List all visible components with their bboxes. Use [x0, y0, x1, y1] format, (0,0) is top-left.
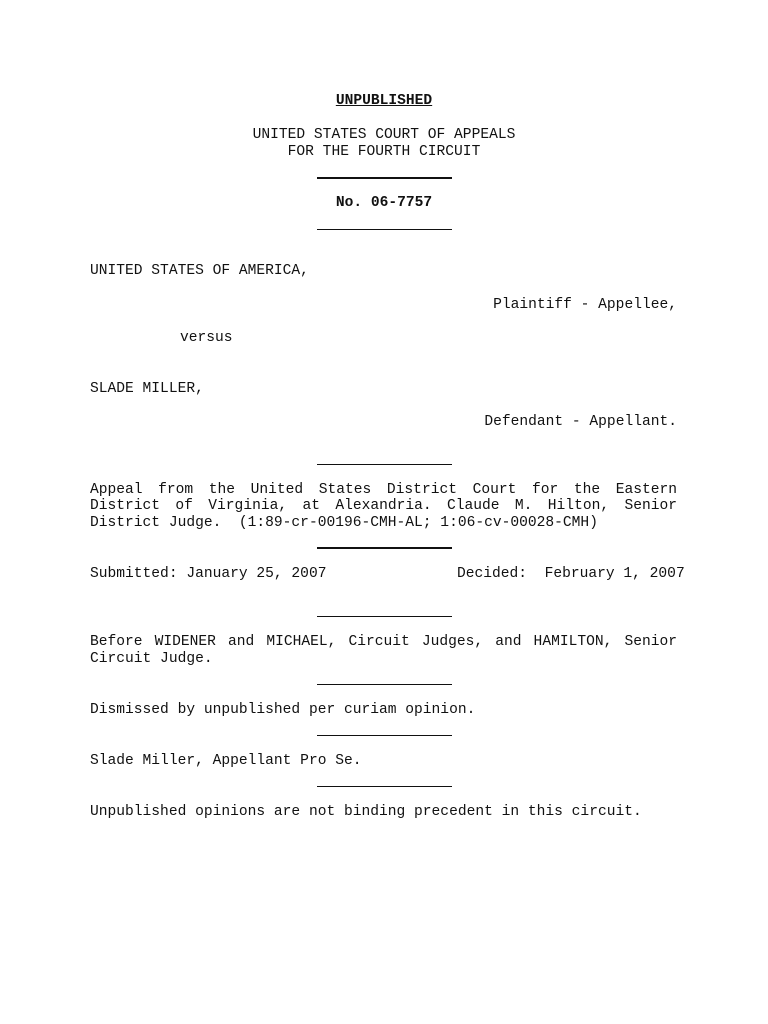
court-name-line2: FOR THE FOURTH CIRCUIT	[287, 144, 481, 160]
precedent-notice: Unpublished opinions are not binding precedent in this circuit.	[90, 804, 642, 820]
case-number-rule	[317, 229, 452, 230]
plaintiff-name: UNITED STATES OF AMERICA,	[90, 263, 309, 279]
disposition-rule	[317, 735, 452, 736]
header-rule	[317, 177, 452, 179]
parties-rule	[317, 464, 452, 465]
dates-rule	[317, 616, 452, 617]
appeal-line-1: Appeal from the United States District Court for the Eastern	[90, 482, 677, 498]
counsel-text: Slade Miller, Appellant Pro Se.	[90, 753, 362, 769]
panel-line-2: Circuit Judge.	[90, 651, 213, 667]
submitted-date: Submitted: January 25, 2007	[90, 566, 327, 582]
appeal-rule	[317, 547, 452, 549]
defendant-name: SLADE MILLER,	[90, 381, 204, 397]
versus-label: versus	[180, 330, 233, 346]
decided-date: Decided: February 1, 2007	[457, 566, 685, 582]
defendant-role: Defendant - Appellant.	[484, 414, 677, 430]
court-name-line1: UNITED STATES COURT OF APPEALS	[252, 127, 516, 143]
appeal-line-3: District Judge. (1:89-cr-00196-CMH-AL; 1:06-cv-00028-CMH)	[90, 515, 598, 531]
appeal-line-2: District of Virginia, at Alexandria. Claude M. Hilton, Senior	[90, 498, 677, 514]
panel-line-1: Before WIDENER and MICHAEL, Circuit Judges, and HAMILTON, Senior	[90, 634, 677, 650]
case-number: No. 06-7757	[335, 195, 433, 211]
unpublished-label: UNPUBLISHED	[335, 93, 433, 109]
counsel-rule	[317, 786, 452, 787]
disposition-text: Dismissed by unpublished per curiam opinion.	[90, 702, 476, 718]
plaintiff-role: Plaintiff - Appellee,	[493, 297, 677, 313]
panel-rule	[317, 684, 452, 685]
